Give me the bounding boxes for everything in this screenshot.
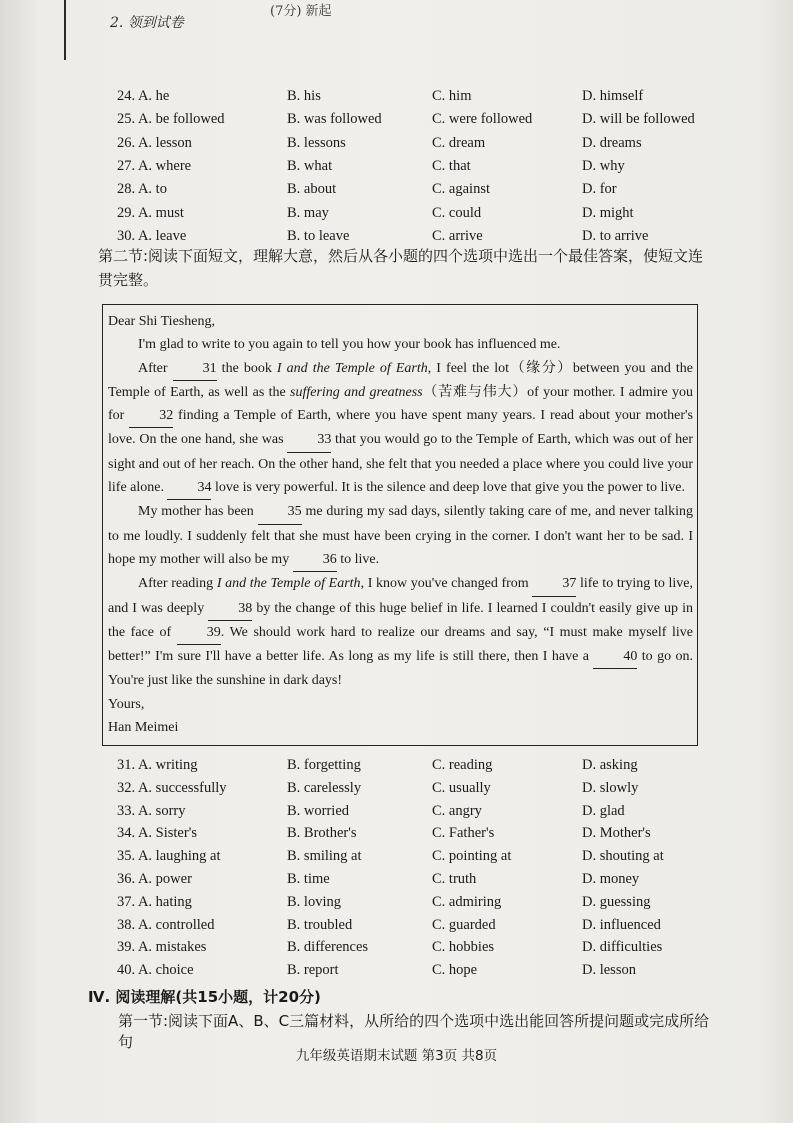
option-c: C. hobbies: [432, 939, 495, 956]
option-d: D. for: [582, 181, 617, 198]
option-a: 39. A. mistakes: [117, 939, 207, 956]
question-row: [0, 158, 793, 180]
option-d: D. guessing: [582, 893, 651, 910]
blank-34: 34: [167, 476, 211, 500]
question-row: [0, 962, 793, 984]
option-c: C. against: [432, 181, 490, 198]
option-d: D. lesson: [582, 962, 636, 979]
option-a: 37. A. hating: [117, 893, 192, 910]
option-b: B. loving: [287, 893, 341, 910]
section2-instruction: 第二节:阅读下面短文，理解大意，然后从各小题的四个选项中选出一个最佳答案，使短文连贯完整。: [98, 247, 704, 289]
option-c: C. that: [432, 157, 471, 174]
question-row: [0, 88, 793, 110]
option-c: C. arrive: [432, 227, 483, 244]
option-c: C. pointing at: [432, 848, 512, 865]
question-row: [0, 181, 793, 203]
question-row: [0, 917, 793, 939]
option-b: B. lessons: [287, 134, 346, 151]
option-a: 34. A. Sister's: [117, 825, 197, 842]
option-a: 30. A. leave: [117, 227, 187, 244]
option-a: 28. A. to: [117, 181, 167, 198]
option-a: 29. A. must: [117, 204, 184, 221]
option-a: 35. A. laughing at: [117, 848, 221, 865]
question-row: [0, 803, 793, 825]
header-fragment-2: (7分) 新起: [270, 4, 332, 19]
question-row: [0, 135, 793, 157]
blank-39: 39: [177, 621, 221, 645]
header-fragment: 2. 领到试卷: [110, 15, 184, 31]
question-row: [0, 894, 793, 916]
letter-paragraph-2: After 31 the book I and the Temple of Earth, I feel the lot（缘分）between you and the Temple of Earth, as well as the suffering and greatness（苦难与伟大）of your mother. I admire you for 32 finding a Temple of Earth, where you have spent many years. I read about your mother's love. On the one hand, she was 33 that you would go to the Temple of Earth, which was out of her sight and out of her reach. On the other hand, she felt that you needed a place where you could live your life alone. 34 love is very powerful. It is the silence and deep love that give you the power to live.: [108, 357, 693, 501]
option-b: B. his: [287, 88, 321, 104]
option-b: B. smiling at: [287, 848, 362, 865]
option-d: D. might: [582, 204, 634, 221]
option-a: 25. A. be followed: [117, 111, 225, 128]
blank-35: 35: [258, 500, 302, 524]
option-b: B. was followed: [287, 111, 382, 128]
option-c: C. admiring: [432, 893, 502, 910]
blank-38: 38: [208, 597, 252, 621]
option-a: 26. A. lesson: [117, 134, 192, 151]
letter-paragraph-4: After reading I and the Temple of Earth, I know you've changed from 37 life to trying to live, and I was deeply 38 by the change of this huge belief in life. I learned I couldn't easily give up in the face of 39. We should work hard to realize our dreams and say, “I must make myself live better!” I'm sure I'll have a better life. As long as my life is still there, then I have a 40 to go on. You're just like the sunshine in dark days!: [108, 572, 693, 692]
blank-37: 37: [532, 572, 576, 596]
option-c: C. were followed: [432, 111, 533, 128]
letter-paragraph-3: My mother has been 35 me during my sad days, silently taking care of me, and never talking to me loudly. I suddenly felt that she must have been crying in the corner. I don't want her to be sad. I hope my mother will also be my 36 to live.: [108, 500, 693, 572]
letter-closing: Yours,: [108, 696, 145, 712]
option-b: B. forgetting: [287, 757, 361, 773]
option-b: B. report: [287, 962, 339, 979]
option-a: 27. A. where: [117, 157, 192, 174]
option-d: D. glad: [582, 802, 625, 819]
option-c: C. guarded: [432, 916, 496, 933]
option-b: B. what: [287, 157, 333, 174]
question-row: [0, 871, 793, 893]
option-d: D. money: [582, 871, 640, 887]
option-b: B. about: [287, 181, 337, 198]
blank-32: 32: [129, 404, 173, 428]
option-c: C. reading: [432, 757, 493, 773]
blank-36: 36: [293, 548, 337, 572]
option-c: C. him: [432, 88, 472, 104]
question-row: [0, 848, 793, 870]
question-row: [0, 205, 793, 227]
option-d: D. to arrive: [582, 227, 649, 244]
question-row: [0, 111, 793, 133]
question-row: [0, 757, 793, 779]
option-b: B. may: [287, 204, 329, 221]
option-c: C. hope: [432, 962, 478, 979]
option-b: B. carelessly: [287, 779, 362, 796]
option-d: D. himself: [582, 88, 644, 104]
option-c: C. dream: [432, 134, 486, 151]
option-b: B. differences: [287, 939, 369, 956]
option-b: B. worried: [287, 802, 350, 819]
option-d: D. difficulties: [582, 939, 663, 956]
option-a: 33. A. sorry: [117, 802, 186, 819]
option-b: B. to leave: [287, 227, 350, 244]
option-d: D. slowly: [582, 779, 639, 796]
section4-instruction: 第一节:阅读下面A、B、C三篇材料，从所给的四个选项中选出能回答所提问题或完成所给句: [118, 1012, 710, 1051]
blank-40: 40: [593, 645, 637, 669]
letter-signature: Han Meimei: [108, 720, 179, 736]
question-row: [0, 780, 793, 802]
option-c: C. truth: [432, 871, 477, 887]
binding-line: [64, 0, 66, 60]
blank-31: 31: [173, 357, 217, 381]
question-row: [0, 825, 793, 847]
option-d: D. influenced: [582, 916, 661, 933]
option-d: D. dreams: [582, 134, 642, 151]
option-a: 36. A. power: [117, 871, 192, 887]
option-c: C. could: [432, 204, 482, 221]
option-d: D. why: [582, 157, 625, 174]
option-d: D. will be followed: [582, 111, 695, 128]
option-a: 31. A. writing: [117, 757, 198, 773]
option-a: 40. A. choice: [117, 962, 194, 979]
letter-text: [108, 310, 693, 739]
page-footer: 九年级英语期末试题 第3页 共8页: [295, 1048, 498, 1064]
section4-title: Ⅳ. 阅读理解(共15小题，计20分): [88, 988, 321, 1006]
question-row: [0, 939, 793, 961]
option-c: C. angry: [432, 802, 482, 819]
option-a: 38. A. controlled: [117, 916, 215, 933]
option-b: B. time: [287, 871, 330, 887]
option-d: D. asking: [582, 757, 638, 773]
option-b: B. Brother's: [287, 825, 357, 842]
option-b: B. troubled: [287, 916, 353, 933]
letter-greeting: Dear Shi Tiesheng,: [108, 314, 215, 329]
option-a: 24. A. he: [117, 88, 170, 104]
option-c: C. usually: [432, 779, 491, 796]
option-a: 32. A. successfully: [117, 779, 227, 796]
option-d: D. shouting at: [582, 848, 664, 865]
letter-paragraph-1: I'm glad to write to you again to tell you how your book has influenced me.: [138, 337, 561, 353]
option-c: C. Father's: [432, 825, 495, 842]
blank-33: 33: [287, 428, 331, 452]
option-d: D. Mother's: [582, 825, 651, 842]
